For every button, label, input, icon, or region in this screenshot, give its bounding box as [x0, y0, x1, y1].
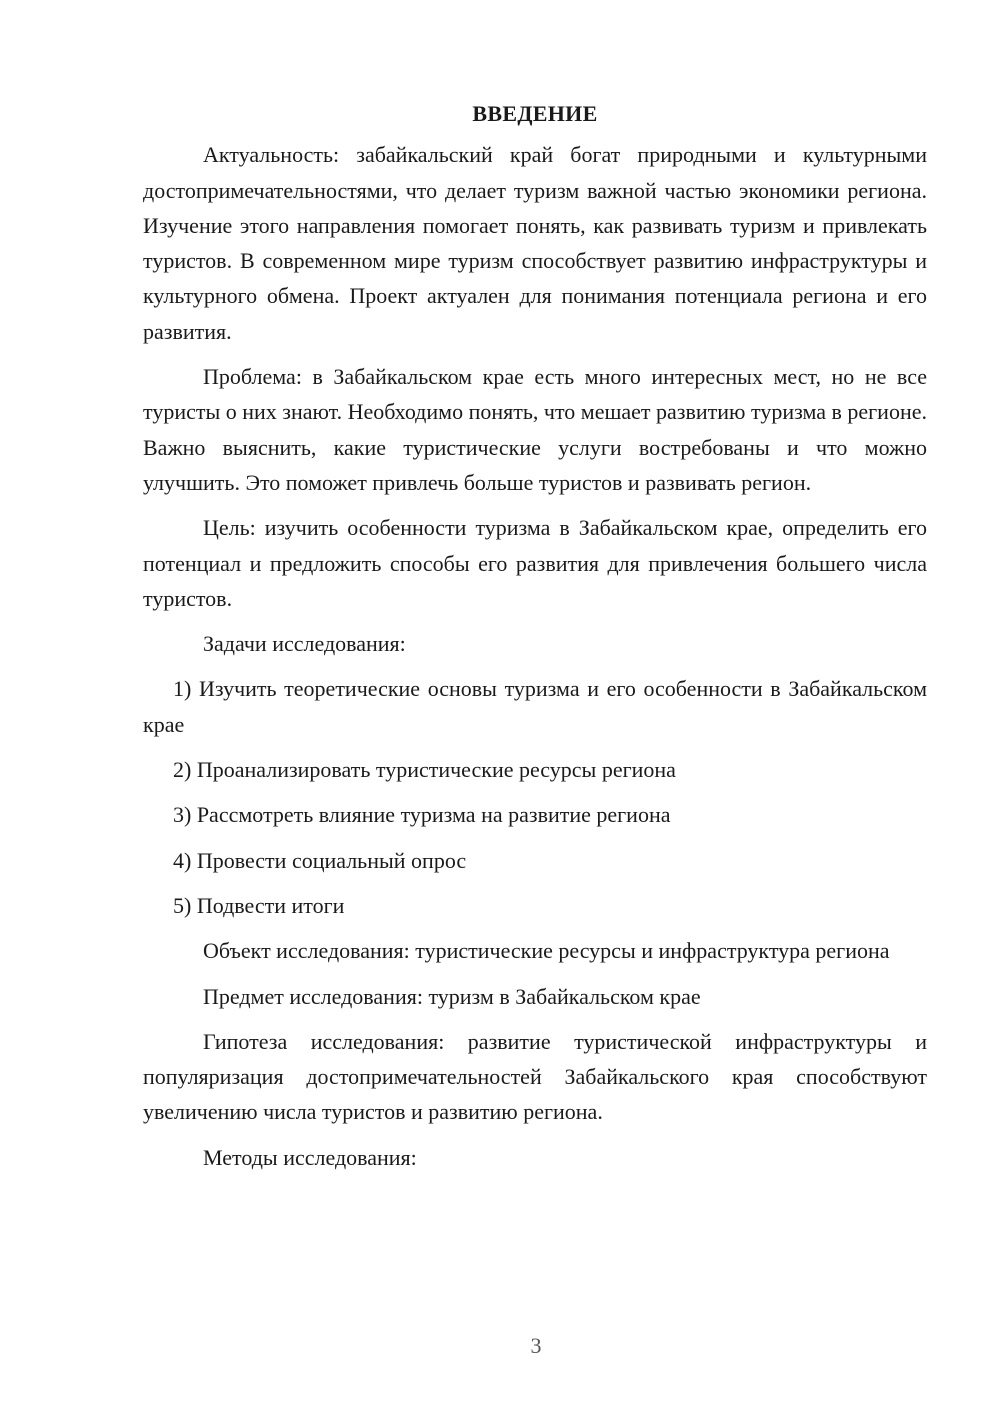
hypothesis-paragraph: Гипотеза исследования: развитие туристической инфраструктуры и популяризация достопримечательностей Забайкальского края способствуют увеличению числа туристов и развитию региона.	[143, 1028, 927, 1125]
tasks-list	[143, 671, 927, 923]
list-item: 1) Изучить теоретические основы туризма и его особенности в Забайкальском крае	[143, 676, 927, 737]
section-heading: ВВЕДЕНИЕ	[472, 101, 598, 126]
tasks-label: Задачи исследования:	[203, 631, 406, 657]
relevance-paragraph: Актуальность: забайкальский край богат природными и культурными достопримечательностями, что делает туризм важной частью экономики региона. Изучение этого направления помогает понять, как развивать туризм и привлекать туристов. В современном мире туризм способствует развитию инфраструктуры и культурного обмена. Проект актуален для понимания потенциала региона и его развития.	[143, 142, 927, 344]
page-number: 3	[530, 1333, 542, 1358]
goal-paragraph: Цель: изучить особенности туризма в Забайкальском крае, определить его потенциал и предложить способы его развития для привлечения большего числа туристов.	[143, 515, 927, 611]
list-item: 2) Проанализировать туристические ресурсы региона	[173, 757, 676, 783]
methods-label: Методы исследования:	[203, 1144, 417, 1170]
list-item: 3) Рассмотреть влияние туризма на развитие региона	[173, 802, 671, 828]
subject-paragraph: Предмет исследования: туризм в Забайкальском крае	[203, 983, 701, 1009]
object-paragraph: Объект исследования: туристические ресурсы и инфраструктура региона	[203, 938, 890, 964]
list-item: 4) Провести социальный опрос	[173, 847, 467, 873]
document-page	[143, 96, 927, 1185]
list-item: 5) Подвести итоги	[173, 892, 345, 918]
problem-paragraph: Проблема: в Забайкальском крае есть много интересных мест, но не все туристы о них знают. Необходимо понять, что мешает развитию туризма в регионе. Важно выяснить, какие туристические услуги востребованы и что можно улучшить. Это поможет привлечь больше туристов и развивать регион.	[143, 364, 927, 495]
